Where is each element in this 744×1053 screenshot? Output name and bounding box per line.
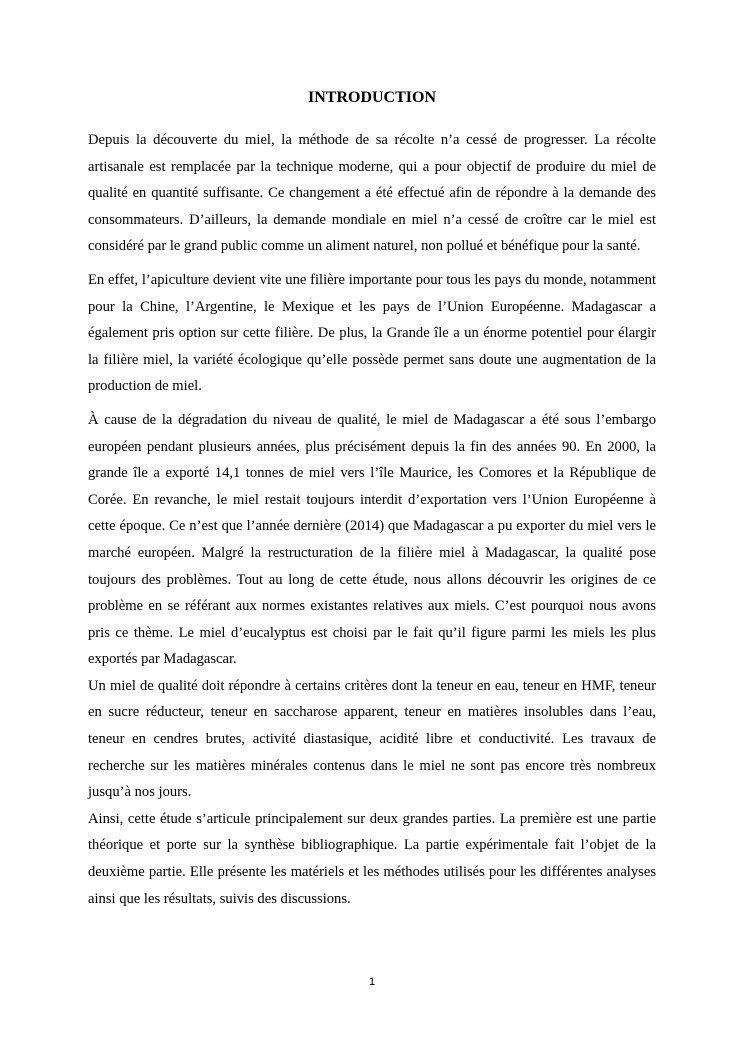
document-body [88,127,656,912]
paragraph-5: Ainsi, cette étude s’articule principalement sur deux grandes parties. La première est une partie théorique et porte sur la synthèse bibliographique. La partie expérimentale fait l’objet de la deuxième partie. Elle présente les matériels et les méthodes utilisés pour les différentes analyses ainsi que les résultats, suivis des discussions. [88,810,656,907]
paragraph-4: Un miel de qualité doit répondre à certains critères dont la teneur en eau, teneur en HMF, teneur en sucre réducteur, teneur en saccharose apparent, teneur en matières insolubles dans l’eau, teneur en cendres brutes, activité diastasique, acidité libre et conductivité. Les travaux de recherche sur les matières minérales contenus dans le miel ne sont pas encore très nombreux jusqu’à nos jours. [88,677,656,801]
paragraph-2: En effet, l’apiculture devient vite une filière importante pour tous les pays du monde, notamment pour la Chine, l’Argentine, le Mexique et les pays de l’Union Européenne. Madagascar a également pris option sur cette filière. De plus, la Grande île a un énorme potentiel pour élargir la filière miel, la variété écologique qu’elle possède permet sans doute une augmentation de la production de miel. [88,271,656,395]
paragraph-1: Depuis la découverte du miel, la méthode de sa récolte n’a cessé de progresser. La récolte artisanale est remplacée par la technique moderne, qui a pour objectif de produire du miel de qualité en quantité suffisante. Ce changement a été effectué afin de répondre à la demande des consommateurs. D’ailleurs, la demande mondiale en miel n’a cessé de croître car le miel est considéré par le grand public comme un aliment naturel, non pollué et bénéfique pour la santé. [88,132,656,255]
paragraph-3: À cause de la dégradation du niveau de qualité, le miel de Madagascar a été sous l’embargo européen pendant plusieurs années, plus précisément depuis la fin des années 90. En 2000, la grande île a exporté 14,1 tonnes de miel vers l’île Maurice, les Comores et la République de Corée. En revanche, le miel restait toujours interdit d’exportation vers l’Union Européenne à cette époque. Ce n’est que l’année dernière (2014) que Madagascar a pu exporter du miel vers le marché européen. Malgré la restructuration de la filière miel à Madagascar, la qualité pose toujours des problèmes. Tout au long de cette étude, nous allons découvrir les origines de ce problème en se référant aux normes existantes relatives aux miels. C’est pourquoi nous avons pris ce thème. Le miel d’eucalyptus est choisi par le fait qu’il figure parmi les miels les plus exportés par Madagascar. [88,411,656,668]
page-title: INTRODUCTION [307,89,436,106]
page-number: 1 [368,976,376,988]
